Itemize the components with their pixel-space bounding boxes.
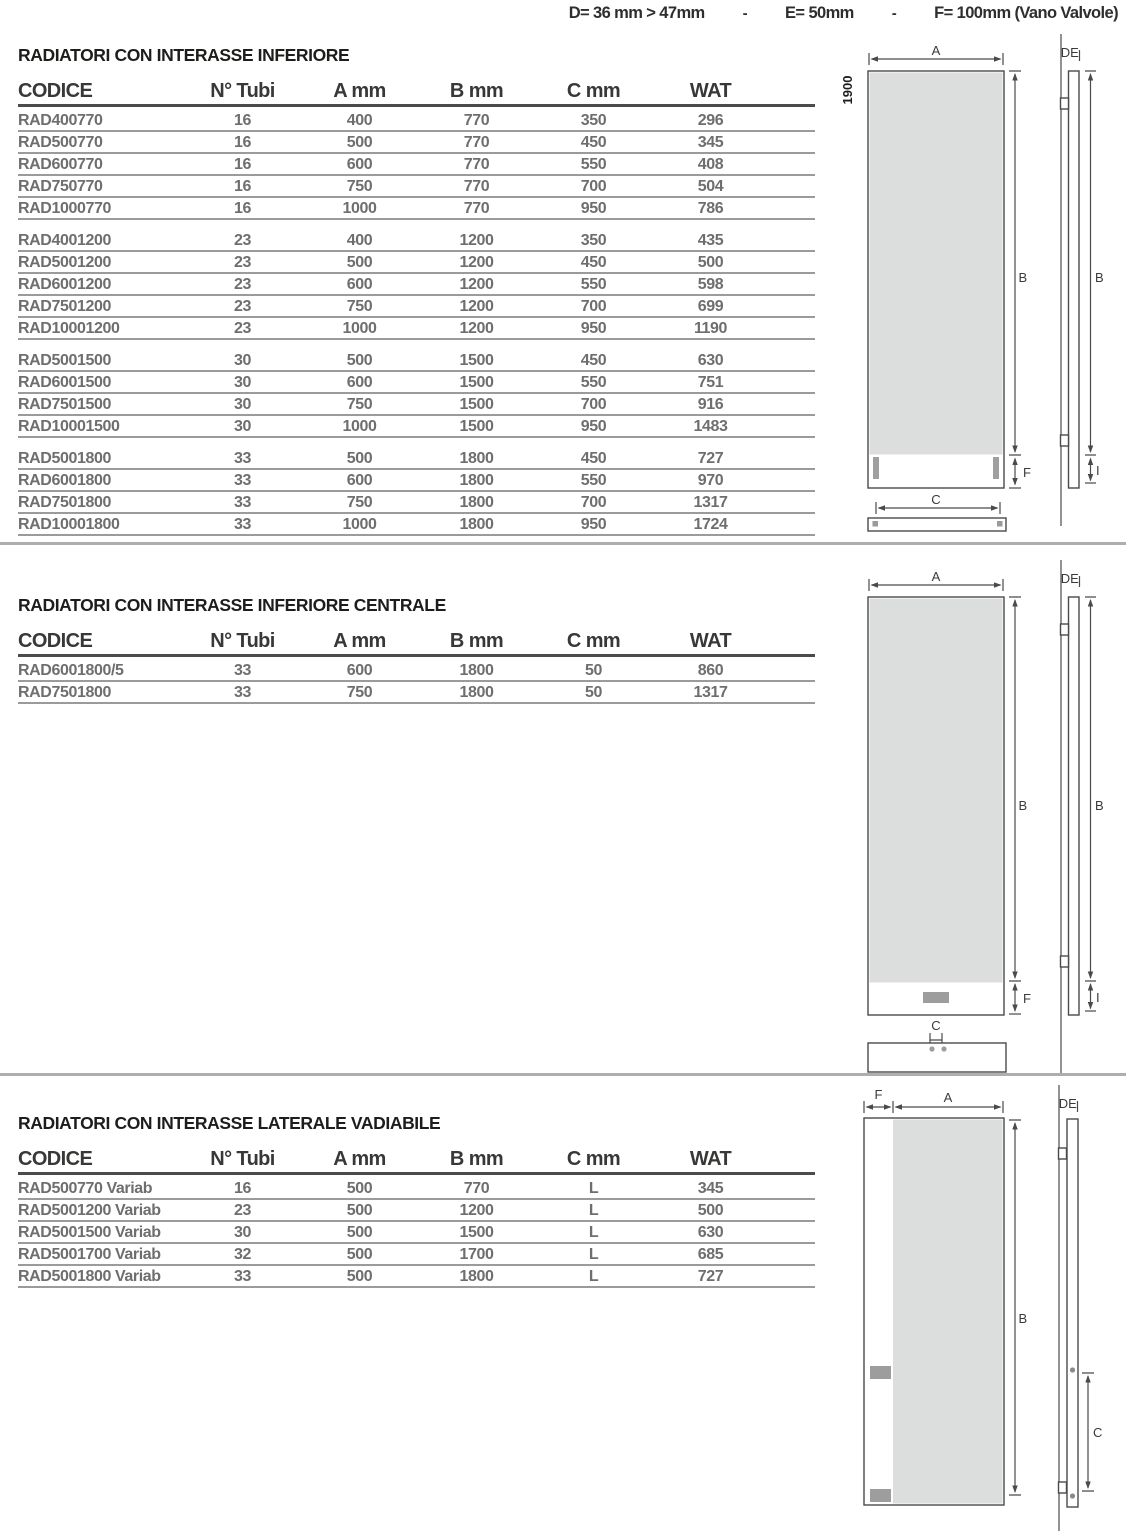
table-row: [18, 296, 815, 318]
table-row: [18, 682, 815, 704]
table-row: [18, 1244, 815, 1266]
table-row: [18, 350, 815, 372]
cell-codice: RAD6001800/5: [18, 662, 124, 679]
bracket-top: [1059, 1148, 1067, 1159]
table-row: [18, 394, 815, 416]
cell-tubi: 23: [234, 320, 251, 337]
cell-wat: 860: [697, 662, 724, 679]
dimension-f: [1009, 459, 1031, 489]
cell-a: 400: [346, 112, 373, 129]
column-header-a: A mm: [333, 80, 386, 102]
cell-tubi: 23: [234, 276, 251, 293]
cell-b: 770: [463, 1180, 490, 1197]
cell-codice: RAD5001200: [18, 254, 111, 271]
cell-c: 950: [580, 200, 607, 217]
dim-label-b: B: [1018, 1311, 1028, 1326]
connection-lower: [870, 1489, 891, 1502]
side-profile: [1069, 597, 1080, 1015]
cell-tubi: 33: [234, 684, 251, 701]
dim-label-f: F: [1023, 991, 1031, 1006]
cell-a: 500: [346, 1246, 373, 1263]
radiator-bottom-view: [868, 1043, 1006, 1072]
cell-wat: 630: [697, 1224, 724, 1241]
cell-a: 500: [346, 1180, 373, 1197]
cell-wat: 916: [697, 396, 724, 413]
cell-tubi: 23: [234, 232, 251, 249]
dim-label-1900: 1900: [840, 75, 855, 105]
table-row: [18, 230, 815, 252]
dimension-i: [1085, 459, 1100, 484]
cell-c: L: [588, 1268, 599, 1285]
table-row: [18, 132, 815, 154]
dimension-b-front: [1009, 597, 1027, 981]
cell-wat: 1190: [693, 320, 728, 337]
cell-c: 50: [585, 684, 602, 701]
table-group: [18, 1178, 815, 1288]
table-row: [18, 1222, 815, 1244]
column-header-wat: WAT: [689, 1148, 732, 1170]
cell-codice: RAD10001800: [18, 516, 120, 533]
cell-a: 750: [346, 396, 373, 413]
cell-a: 500: [346, 134, 373, 151]
radiator-side-view: [1061, 560, 1080, 1073]
cell-tubi: 33: [234, 472, 251, 489]
header-note-e: E= 50mm: [785, 4, 854, 22]
cell-b: 770: [463, 134, 490, 151]
cell-codice: RAD10001200: [18, 320, 120, 337]
table-row: [18, 1178, 815, 1200]
connection-dot: [941, 1046, 946, 1051]
diagram-interasse-laterale: [830, 1085, 1126, 1531]
cell-wat: 296: [697, 112, 724, 129]
dim-label-a: A: [931, 569, 941, 584]
cell-b: 770: [463, 200, 490, 217]
cell-wat: 751: [697, 374, 724, 391]
table-row: [18, 318, 815, 340]
section-interasse-laterale-variabile: [18, 1114, 815, 1288]
cell-a: 750: [346, 684, 373, 701]
connection-left: [873, 457, 879, 479]
table-group: [18, 110, 815, 220]
cell-a: 600: [346, 374, 373, 391]
cell-c: 550: [580, 276, 607, 293]
radiator-panel: [870, 599, 1003, 983]
cell-c: L: [588, 1246, 599, 1263]
cell-codice: RAD5001200 Variab: [18, 1202, 161, 1219]
section-title: RADIATORI CON INTERASSE INFERIORE CENTRALE: [18, 595, 446, 615]
cell-a: 500: [346, 352, 373, 369]
cell-b: 1200: [459, 320, 494, 337]
cell-wat: 1724: [693, 516, 728, 533]
dimension-b-front: [1009, 1120, 1027, 1495]
dim-label-e: E: [1070, 45, 1079, 60]
column-header-c: C mm: [566, 630, 621, 652]
cell-c: L: [588, 1224, 599, 1241]
cell-c: 350: [580, 232, 607, 249]
cell-b: 770: [463, 156, 490, 173]
cell-b: 1500: [459, 352, 494, 369]
side-profile: [1067, 1119, 1078, 1507]
cell-wat: 1317: [693, 684, 728, 701]
cell-c: 950: [580, 516, 607, 533]
cell-b: 1200: [459, 276, 494, 293]
table-row: [18, 514, 815, 536]
dimension-i: [1085, 984, 1100, 1011]
cell-b: 1800: [459, 472, 494, 489]
cell-a: 1000: [342, 516, 377, 533]
cell-codice: RAD7501200: [18, 298, 111, 315]
table-row: [18, 1200, 815, 1222]
cell-b: 1500: [459, 396, 494, 413]
table-row: [18, 154, 815, 176]
cell-c: 550: [580, 472, 607, 489]
connection-dot: [873, 521, 879, 527]
cell-codice: RAD4001200: [18, 232, 111, 249]
cell-c: 450: [580, 134, 607, 151]
cell-wat: 504: [697, 178, 724, 195]
cell-a: 600: [346, 472, 373, 489]
cell-a: 500: [346, 1202, 373, 1219]
connection-dot: [929, 1046, 934, 1051]
dimension-f: [864, 1087, 893, 1113]
cell-b: 1200: [459, 1202, 494, 1219]
cell-wat: 408: [697, 156, 724, 173]
dim-label-b: B: [1095, 798, 1104, 813]
cell-tubi: 32: [234, 1246, 251, 1263]
connection-upper: [870, 1366, 891, 1379]
cell-codice: RAD1000770: [18, 200, 111, 217]
connection-dot: [1070, 1493, 1075, 1498]
cell-wat: 699: [697, 298, 724, 315]
header-note: [560, 4, 1118, 23]
cell-wat: 435: [697, 232, 724, 249]
cell-b: 1800: [459, 494, 494, 511]
cell-wat: 500: [697, 1202, 724, 1219]
dim-label-d: D: [1060, 45, 1071, 60]
cell-b: 1500: [459, 1224, 494, 1241]
table-header-row: [18, 1148, 815, 1175]
dimension-f: [1009, 984, 1031, 1014]
cell-tubi: 33: [234, 662, 251, 679]
radiator-side-view: [1061, 34, 1080, 526]
column-header-wat: WAT: [689, 630, 732, 652]
dimension-b-front: [1009, 71, 1027, 455]
column-header-tubi: N° Tubi: [210, 1148, 275, 1170]
cell-wat: 970: [697, 472, 724, 489]
cell-c: 50: [585, 662, 602, 679]
cell-wat: 1317: [693, 494, 728, 511]
column-header-a: A mm: [333, 630, 386, 652]
table-header-row: [18, 80, 815, 107]
cell-a: 600: [346, 156, 373, 173]
cell-b: 1500: [459, 418, 494, 435]
cell-tubi: 16: [234, 178, 251, 195]
cell-c: 550: [580, 156, 607, 173]
dim-label-c: C: [931, 1018, 941, 1033]
cell-a: 750: [346, 178, 373, 195]
table-row: [18, 110, 815, 132]
cell-c: 700: [580, 178, 607, 195]
table-row: [18, 372, 815, 394]
table-row: [18, 448, 815, 470]
bracket-bottom: [1061, 435, 1069, 446]
cell-wat: 500: [697, 254, 724, 271]
column-header-codice: CODICE: [18, 1148, 93, 1170]
cell-c: 700: [580, 494, 607, 511]
cell-b: 1200: [459, 298, 494, 315]
cell-tubi: 30: [234, 418, 251, 435]
section-divider: [0, 1073, 1126, 1076]
cell-b: 770: [463, 112, 490, 129]
cell-b: 1700: [459, 1246, 494, 1263]
diagram-interasse-inferiore-centrale: [830, 560, 1126, 1073]
cell-codice: RAD6001200: [18, 276, 111, 293]
cell-a: 400: [346, 232, 373, 249]
cell-tubi: 33: [234, 516, 251, 533]
radiator-front-view: [864, 1118, 1004, 1505]
table-row: [18, 1266, 815, 1288]
cell-tubi: 33: [234, 494, 251, 511]
cell-b: 1800: [459, 1268, 494, 1285]
cell-a: 500: [346, 1268, 373, 1285]
dim-label-a: A: [931, 43, 941, 58]
cell-b: 1200: [459, 232, 494, 249]
column-header-tubi: N° Tubi: [210, 80, 275, 102]
column-header-c: C mm: [566, 1148, 621, 1170]
cell-tubi: 23: [234, 1202, 251, 1219]
cell-b: 1800: [459, 516, 494, 533]
cell-tubi: 16: [234, 1180, 251, 1197]
cell-codice: RAD10001500: [18, 418, 120, 435]
cell-codice: RAD750770: [18, 178, 103, 195]
dim-label-d: D: [1058, 1096, 1069, 1111]
cell-tubi: 16: [234, 200, 251, 217]
cell-b: 1800: [459, 684, 494, 701]
dim-label-c: C: [1093, 1425, 1103, 1440]
cell-b: 1800: [459, 450, 494, 467]
section-title: RADIATORI CON INTERASSE LATERALE VADIABILE: [18, 1113, 441, 1133]
separator-dash: -: [891, 5, 897, 22]
dim-label-i: I: [1096, 990, 1100, 1005]
table-row: [18, 274, 815, 296]
column-header-c: C mm: [566, 80, 621, 102]
cell-codice: RAD7501500: [18, 396, 111, 413]
cell-tubi: 33: [234, 1268, 251, 1285]
table-row: [18, 252, 815, 274]
separator-dash: -: [742, 5, 748, 22]
connection-dot: [997, 521, 1003, 527]
cell-a: 1000: [342, 418, 377, 435]
cell-codice: RAD5001700 Variab: [18, 1246, 161, 1263]
cell-tubi: 30: [234, 352, 251, 369]
side-profile: [1069, 71, 1080, 488]
cell-tubi: 30: [234, 374, 251, 391]
section-interasse-inferiore-centrale: [18, 596, 815, 704]
cell-wat: 727: [697, 1268, 724, 1285]
radiator-side-view: [1059, 1085, 1079, 1531]
section-title: RADIATORI CON INTERASSE INFERIORE: [18, 45, 350, 65]
cell-codice: RAD6001500: [18, 374, 111, 391]
cell-b: 1800: [459, 662, 494, 679]
cell-codice: RAD500770 Variab: [18, 1180, 153, 1197]
cell-a: 500: [346, 450, 373, 467]
column-header-tubi: N° Tubi: [210, 630, 275, 652]
bracket-bottom: [1061, 956, 1069, 967]
table-group: [18, 350, 815, 438]
cell-codice: RAD5001800 Variab: [18, 1268, 161, 1285]
cell-c: 950: [580, 320, 607, 337]
column-header-b: B mm: [449, 1148, 504, 1170]
cell-c: 700: [580, 298, 607, 315]
cell-tubi: 30: [234, 1224, 251, 1241]
dimension-c: [930, 1018, 942, 1046]
section-interasse-inferiore: [18, 46, 815, 536]
table-row: [18, 492, 815, 514]
connection-central: [923, 992, 949, 1003]
dim-label-b: B: [1018, 270, 1028, 285]
cell-tubi: 16: [234, 134, 251, 151]
dim-label-b: B: [1018, 798, 1028, 813]
section-divider: [0, 542, 1126, 545]
table-group: [18, 448, 815, 536]
cell-c: L: [588, 1180, 599, 1197]
column-header-wat: WAT: [689, 80, 732, 102]
cell-c: 350: [580, 112, 607, 129]
radiator-front-view: [868, 71, 1004, 488]
cell-a: 1000: [342, 200, 377, 217]
connection-right: [993, 457, 999, 479]
cell-wat: 598: [697, 276, 724, 293]
dim-label-a: A: [943, 1090, 953, 1105]
cell-codice: RAD7501800: [18, 684, 111, 701]
cell-wat: 1483: [693, 418, 728, 435]
column-header-codice: CODICE: [18, 80, 93, 102]
dimension-a: [896, 1090, 1004, 1113]
dim-label-i: I: [1096, 463, 1100, 478]
cell-wat: 345: [697, 1180, 724, 1197]
dim-label-f: F: [1023, 465, 1031, 480]
table-row: [18, 198, 815, 220]
column-header-codice: CODICE: [18, 630, 93, 652]
dimension-c: [1082, 1373, 1102, 1491]
radiator-front-view: [868, 597, 1004, 1015]
column-header-a: A mm: [333, 1148, 386, 1170]
diagram-interasse-inferiore: [830, 30, 1126, 535]
cell-wat: 727: [697, 450, 724, 467]
cell-codice: RAD400770: [18, 112, 103, 129]
connection-dot: [1070, 1367, 1075, 1372]
dimension-b-side: [1085, 597, 1104, 981]
cell-a: 500: [346, 254, 373, 271]
cell-tubi: 30: [234, 396, 251, 413]
cell-wat: 345: [697, 134, 724, 151]
dim-label-c: C: [931, 492, 941, 507]
cell-tubi: 16: [234, 156, 251, 173]
cell-a: 750: [346, 494, 373, 511]
cell-tubi: 33: [234, 450, 251, 467]
cell-wat: 630: [697, 352, 724, 369]
cell-codice: RAD7501800: [18, 494, 111, 511]
column-header-b: B mm: [449, 630, 504, 652]
cell-a: 1000: [342, 320, 377, 337]
table-row: [18, 470, 815, 492]
column-header-b: B mm: [449, 80, 504, 102]
cell-b: 1200: [459, 254, 494, 271]
dim-label-d: D: [1060, 571, 1071, 586]
radiator-bottom-view: [868, 518, 1006, 531]
dim-label-e: E: [1070, 571, 1079, 586]
table-group: [18, 660, 815, 704]
cell-a: 600: [346, 276, 373, 293]
cell-c: 450: [580, 352, 607, 369]
dim-label-b: B: [1095, 270, 1104, 285]
table-group: [18, 230, 815, 340]
cell-c: 450: [580, 450, 607, 467]
cell-codice: RAD5001500 Variab: [18, 1224, 161, 1241]
dimension-b-side: [1085, 71, 1104, 455]
cell-wat: 685: [697, 1246, 724, 1263]
cell-codice: RAD5001500: [18, 352, 111, 369]
cell-b: 1500: [459, 374, 494, 391]
cell-codice: RAD600770: [18, 156, 103, 173]
cell-b: 770: [463, 178, 490, 195]
radiator-panel: [870, 73, 1003, 455]
dimension-a: [869, 569, 1003, 591]
table-row: [18, 416, 815, 438]
cell-tubi: 16: [234, 112, 251, 129]
cell-a: 600: [346, 662, 373, 679]
dim-label-f: F: [874, 1087, 883, 1102]
radiator-panel: [893, 1120, 1003, 1504]
cell-c: 550: [580, 374, 607, 391]
table-header-row: [18, 630, 815, 657]
bracket-top: [1061, 98, 1069, 109]
cell-wat: 786: [697, 200, 724, 217]
dimension-c: [876, 492, 1000, 514]
table-row: [18, 176, 815, 198]
cell-codice: RAD6001800: [18, 472, 111, 489]
cell-c: 700: [580, 396, 607, 413]
dim-label-e: E: [1068, 1096, 1077, 1111]
cell-codice: RAD500770: [18, 134, 103, 151]
header-note-d: D= 36 mm > 47mm: [568, 4, 705, 22]
cell-a: 750: [346, 298, 373, 315]
cell-tubi: 23: [234, 298, 251, 315]
cell-codice: RAD5001800: [18, 450, 111, 467]
header-note-f: F= 100mm (Vano Valvole): [934, 4, 1118, 22]
dimension-a: [869, 43, 1003, 65]
cell-c: L: [588, 1202, 599, 1219]
bracket-top: [1061, 624, 1069, 635]
bracket-bottom: [1059, 1482, 1067, 1493]
cell-tubi: 23: [234, 254, 251, 271]
cell-a: 500: [346, 1224, 373, 1241]
table-row: [18, 660, 815, 682]
cell-c: 950: [580, 418, 607, 435]
cell-c: 450: [580, 254, 607, 271]
